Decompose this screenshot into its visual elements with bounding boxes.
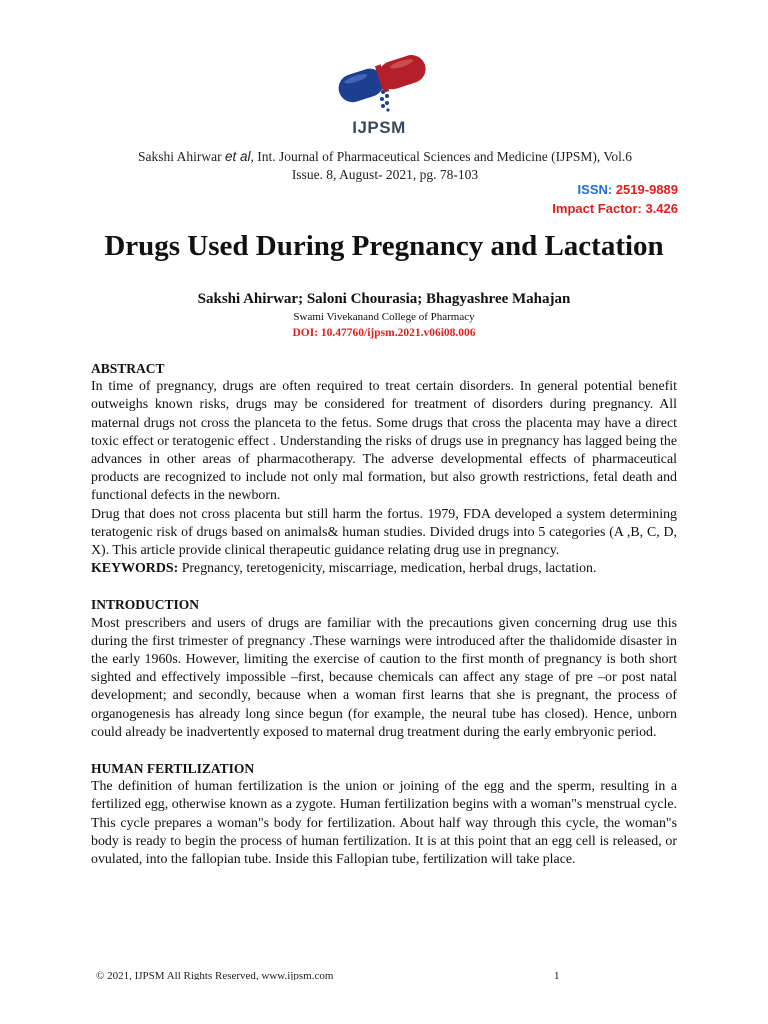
impact-factor: Impact Factor: 3.426: [552, 201, 678, 216]
paper-body: [91, 360, 677, 869]
footer-copyright: [96, 966, 576, 980]
issn-label: ISSN:: [577, 182, 613, 197]
issn-value: 2519-9889: [615, 182, 678, 197]
fertilization-paragraph: The definition of human fertilization is the union or joining of the egg and the sperm, resulting in a fertilized egg, otherwise known as a zygote. Human fertilization begins with a woman"s menstrual cycle. This cycle prepares a woman"s body for fertilization. About half way through this cycle, the woman"s body is ready to begin the process of human fertilization. It is at this point that an egg cell is released, or ovulated, into the fallopian tube. Inside this Fallopian tube, fertilization will take place.: [91, 779, 677, 868]
capsule-logo-icon: [329, 48, 439, 118]
abstract-heading: ABSTRACT: [91, 361, 165, 376]
affiliation: Swami Vivekanand College of Pharmacy: [293, 311, 475, 323]
citation-line: [90, 148, 680, 184]
citation-issue: Issue. 8, August- 2021, pg. 78-103: [291, 167, 479, 182]
page-number: 1: [554, 970, 560, 982]
paper-authors: Sakshi Ahirwar; Saloni Chourasia; Bhagyashree Mahajan: [197, 291, 571, 307]
logo-text: IJPSM: [352, 118, 406, 137]
introduction-paragraph: Most prescribers and users of drugs are familiar with the precautions given concerning drug use this during the first trimester of pregnancy .These warnings were introduced after the thalidomide disaster in the early 1960s. However, limiting the exercise of caution to the first month of pregnancy is both short sighted and effectively impossible –first, because chemicals can affect any stage of pre –or post natal development; and secondly, because when a woman first learns that she is pregnant, the process of organogenesis has already long since begun (for example, the neural tube has closed). Hence, unborn could already be inadvertently exposed to maternal drug treatment during the early embryonic period.: [91, 615, 677, 740]
abstract-paragraph-1: In time of pregnancy, drugs are often required to treat certain disorders. In general potential benefit outweighs known risks, drugs may be considered for treatment of disorders during pregnancy. All maternal drugs not cross the planceta to the fetus. Some drugs that cross the placenta may have a direct toxic effect or teratogenic effect . Understanding the risks of drugs use in pregnancy has lagged being the advances in other areas of pharmacotherapy. The adverse developmental effects of pharmaceutical products are recognized to include not only mal formation, but also growth restrictions, fetal death and functional defects in the newborn.: [91, 379, 677, 504]
keywords-label: KEYWORDS:: [91, 561, 179, 577]
introduction-heading: INTRODUCTION: [91, 597, 200, 613]
citation-authors: Sakshi Ahirwar: [137, 149, 222, 164]
fertilization-heading: HUMAN FERTILIZATION: [91, 761, 255, 777]
keywords-text: Pregnancy, teretogenicity, miscarriage, medication, herbal drugs, lactation.: [178, 561, 597, 577]
issn-block: [552, 180, 678, 218]
footer-text: © 2021, IJPSM All Rights Reserved, www.ijpsm.com: [96, 970, 334, 980]
keywords-line: [91, 560, 677, 578]
abstract-paragraph-2: Drug that does not cross placenta but still harm the fortus. 1979, FDA developed a system determining teratogenic risk of drugs based on animals& human studies. Divided drugs into 5 categories (A ,B, C, D, X). This article provide clinical therapeutic guidance relating drug use in pregnancy.: [91, 506, 677, 559]
doi-link[interactable]: DOI: 10.47760/ijpsm.2021.v06i08.006: [292, 327, 476, 339]
journal-logo: [329, 48, 439, 144]
citation-journal: , Int. Journal of Pharmaceutical Sciences and Medicine (IJPSM), Vol.6: [250, 149, 633, 164]
citation-etal: et al: [224, 149, 251, 164]
paper-title: Drugs Used During Pregnancy and Lactation: [104, 230, 664, 262]
